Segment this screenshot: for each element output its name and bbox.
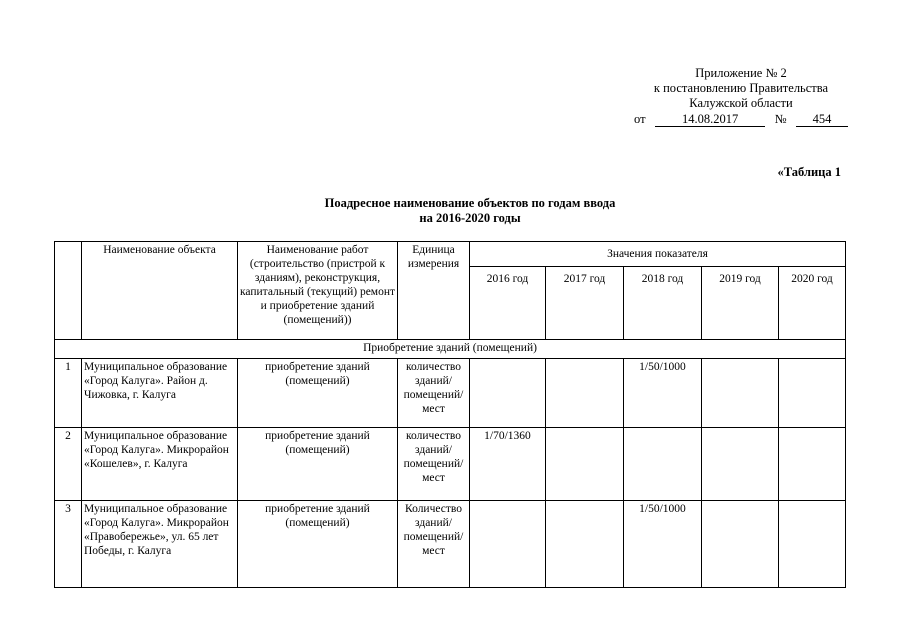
row-work: приобретение зданий (помещений) [238, 501, 398, 588]
appendix-region: Калужской области [689, 96, 793, 110]
row-unit: количество зданий/ помещений/ мест [398, 359, 470, 428]
row-value-2017 [546, 428, 624, 501]
header-year-2018: 2018 год [624, 267, 702, 340]
row-object: Муниципальное образование «Город Калуга». Микрорайон «Кошелев», г. Калуга [82, 428, 238, 501]
row-value-2020 [779, 501, 846, 588]
row-value-2017 [546, 501, 624, 588]
row-work: приобретение зданий (помещений) [238, 428, 398, 501]
header-year-2016: 2016 год [470, 267, 546, 340]
header-row-1 [55, 242, 846, 267]
row-unit: Количество зданий/ помещений/ мест [398, 501, 470, 588]
row-value-2020 [779, 359, 846, 428]
row-value-2018 [624, 428, 702, 501]
appendix-date-line [634, 112, 848, 127]
document-title [260, 196, 680, 226]
appendix-resolution: к постановлению Правительства [653, 81, 829, 95]
section-row [55, 340, 846, 359]
document-title-line1: Поадресное наименование объектов по годам ввода [324, 196, 616, 210]
row-value-2019 [702, 359, 779, 428]
row-object: Муниципальное образование «Город Калуга». Микрорайон «Правобережье», ул. 65 лет Победы, г. Калуга [82, 501, 238, 588]
number-value: 454 [796, 113, 848, 127]
header-works: Наименование работ (строительство (пристрой к зданиям), реконструкция, капитальный (текущий) ремонт и приобретение зданий (помещений)) [238, 242, 398, 340]
row-number: 1 [55, 359, 82, 428]
row-value-2016 [470, 501, 546, 588]
header-year-2019: 2019 год [702, 267, 779, 340]
date-value: 14.08.2017 [655, 113, 765, 127]
section-title: Приобретение зданий (помещений) [55, 340, 846, 359]
appendix-number: Приложение № 2 [695, 66, 787, 80]
header-unit: Единица измерения [398, 242, 470, 340]
row-value-2017 [546, 359, 624, 428]
row-work: приобретение зданий (помещений) [238, 359, 398, 428]
header-num [55, 242, 82, 340]
row-object: Муниципальное образование «Город Калуга». Район д. Чижовка, г. Калуга [82, 359, 238, 428]
header-values: Значения показателя [470, 242, 846, 267]
row-number: 2 [55, 428, 82, 501]
objects-table [54, 241, 846, 588]
row-value-2019 [702, 428, 779, 501]
date-prefix: от [634, 112, 646, 126]
document-title-line2: на 2016-2020 годы [419, 211, 521, 225]
number-prefix: № [774, 112, 787, 126]
row-value-2016: 1/70/1360 [470, 428, 546, 501]
row-value-2018: 1/50/1000 [624, 501, 702, 588]
header-year-2020: 2020 год [779, 267, 846, 340]
header-object-name: Наименование объекта [82, 242, 238, 340]
table-row [55, 359, 846, 428]
row-value-2019 [702, 501, 779, 588]
appendix-header [634, 66, 848, 127]
row-value-2016 [470, 359, 546, 428]
row-unit: количество зданий/ помещений/ мест [398, 428, 470, 501]
row-number: 3 [55, 501, 82, 588]
row-value-2018: 1/50/1000 [624, 359, 702, 428]
header-year-2017: 2017 год [546, 267, 624, 340]
table-row [55, 501, 846, 588]
table-row [55, 428, 846, 501]
row-value-2020 [779, 428, 846, 501]
table-label: «Таблица 1 [777, 165, 841, 179]
